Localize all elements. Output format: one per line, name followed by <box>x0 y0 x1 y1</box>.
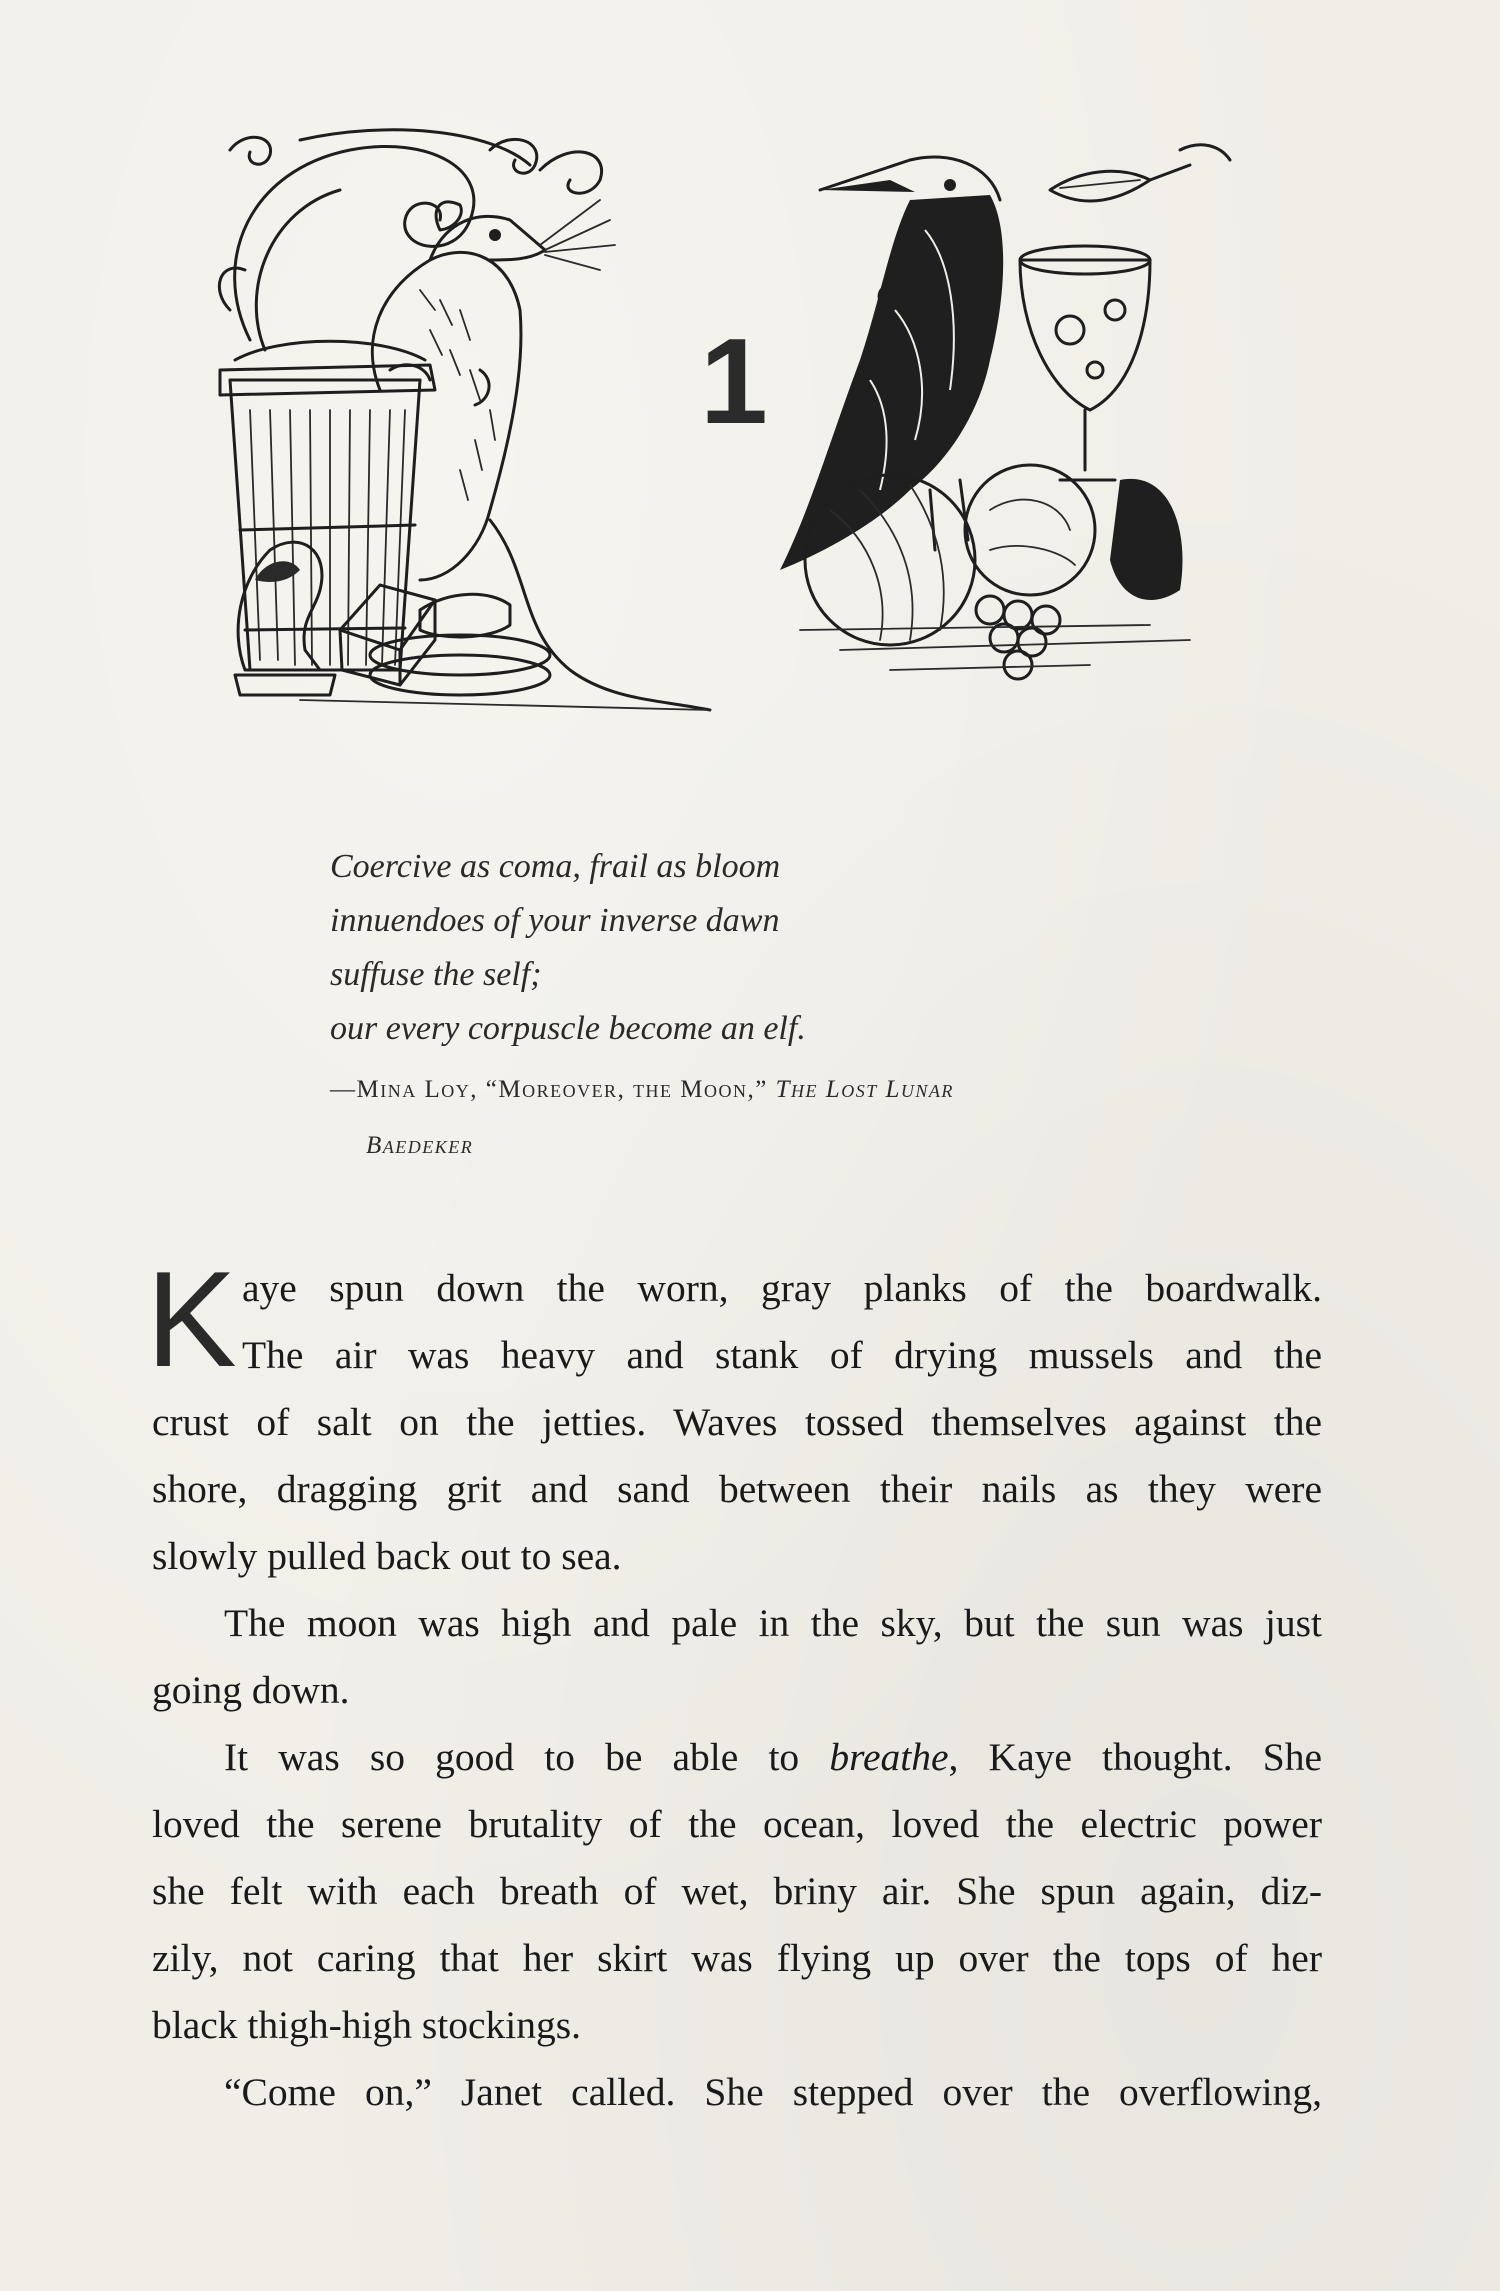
crow-illustration <box>780 145 1230 679</box>
attribution-book-title: The Lost Lunar <box>775 1076 954 1103</box>
body-line: The moon was high and pale in the sky, but the sun was just <box>224 1601 1322 1645</box>
body-line: black thigh-high stockings. <box>152 2003 581 2047</box>
paragraph <box>152 2059 1322 2126</box>
epigraph-line: innuendoes of your inverse dawn <box>330 902 780 939</box>
body-line: It was so good to be able to breathe, Kaye thought. She <box>224 1735 1322 1779</box>
body-line: loved the serene brutality of the ocean, loved the electric power <box>152 1802 1322 1846</box>
paragraph <box>152 1724 1322 2059</box>
body-line: aye spun down the worn, gray planks of the boardwalk. <box>242 1266 1322 1310</box>
body-line: crust of salt on the jetties. Waves tossed themselves against the <box>152 1400 1322 1444</box>
body-line: she felt with each breath of wet, briny air. She spun again, diz- <box>152 1869 1322 1913</box>
chapter-number: 1 <box>700 313 768 449</box>
paragraph <box>152 1590 1322 1724</box>
attribution-book-title-continued: Baedeker <box>366 1132 474 1159</box>
epigraph-line: our every corpuscle become an elf. <box>330 1010 806 1047</box>
epigraph <box>330 840 1230 1174</box>
body-line: zily, not caring that her skirt was flying up over the tops of her <box>152 1936 1322 1980</box>
epigraph-line: suffuse the self; <box>330 956 542 993</box>
epigraph-line: Coercive as coma, frail as bloom <box>330 848 781 885</box>
body-line: shore, dragging grit and sand between their nails as they were <box>152 1467 1322 1511</box>
body-line: The air was heavy and stank of drying mussels and the <box>242 1333 1322 1377</box>
epigraph-attribution <box>330 1062 1230 1118</box>
body-line: going down. <box>152 1668 350 1712</box>
drop-cap: K <box>146 1243 237 1395</box>
body-line: slowly pulled back out to sea. <box>152 1534 622 1578</box>
chapter-body <box>146 1243 1322 2126</box>
body-line: “Come on,” Janet called. She stepped over the overflowing, <box>224 2070 1322 2114</box>
rat-illustration <box>219 130 710 710</box>
attribution-author: —Mina Loy, “Moreover, the Moon,” <box>330 1076 776 1103</box>
emphasized-word: breathe <box>829 1735 949 1779</box>
opening-paragraph <box>146 1243 1322 1590</box>
